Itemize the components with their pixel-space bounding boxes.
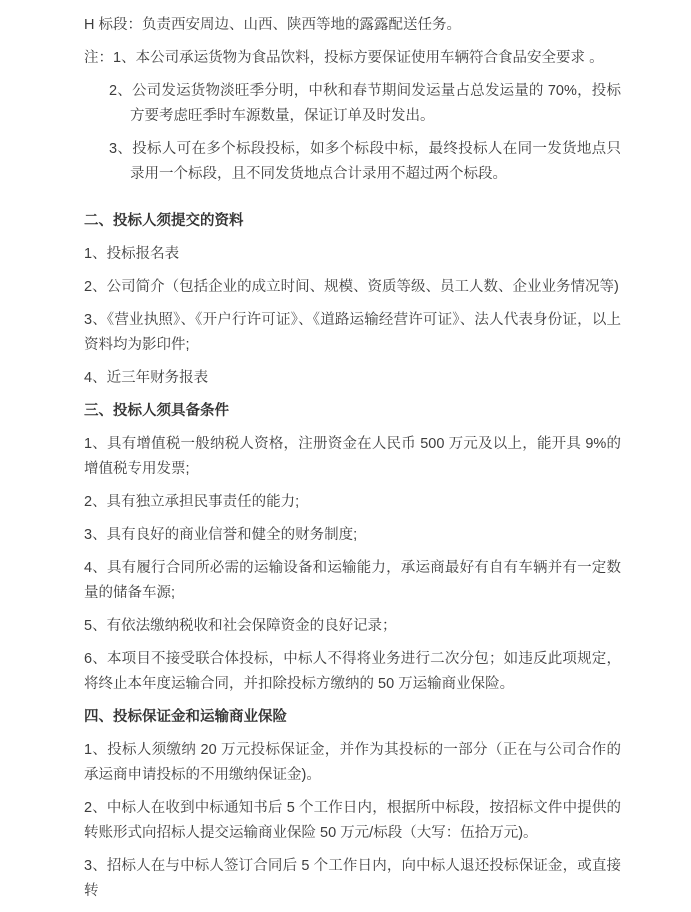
section-3-item-2: 2、具有独立承担民事责任的能力; [84, 494, 300, 510]
segment-h-line: H 标段：负责西安周边、山西、陕西等地的露露配送任务。 [84, 17, 461, 33]
note-item-2: 2、公司发运货物淡旺季分明，中秋和春节期间发运量占总发运量的 70%，投标方要考虑旺季时车源数量，保证订单及时发出。 [109, 83, 621, 124]
note-item-3: 3、投标人可在多个标段投标，如多个标段中标，最终投标人在同一发货地点只录用一个标段，且不同发货地点合计录用不超过两个标段。 [109, 141, 621, 182]
section-4-heading: 四、投标保证金和运输商业保险 [84, 709, 287, 725]
section-3-item-1: 1、具有增值税一般纳税人资格，注册资金在人民币 500 万元及以上，能开具 9%的增值税专用发票; [84, 436, 621, 477]
section-2-item-4: 4、近三年财务报表 [84, 370, 209, 386]
section-2-item-3: 3、《营业执照》、《开户行许可证》、《道路运输经营许可证》、法人代表身份证，以上资料均为影印件; [84, 312, 621, 353]
section-2-heading: 二、投标人须提交的资料 [84, 213, 244, 229]
section-3-item-6: 6、本项目不接受联合体投标，中标人不得将业务进行二次分包；如违反此项规定，将终止本年度运输合同，并扣除投标方缴纳的 50 万运输商业保险。 [84, 651, 621, 692]
section-3-item-3: 3、具有良好的商业信誉和健全的财务制度; [84, 527, 358, 543]
section-3-heading: 三、投标人须具备条件 [84, 403, 229, 419]
section-2-item-1: 1、投标报名表 [84, 246, 180, 262]
section-4-item-3: 3、招标人在与中标人签订合同后 5 个工作日内，向中标人退还投标保证金，或直接转 [84, 858, 621, 899]
section-3-item-4: 4、具有履行合同所必需的运输设备和运输能力，承运商最好有自有车辆并有一定数量的储备车源; [84, 560, 621, 601]
section-4-item-2: 2、中标人在收到中标通知书后 5 个工作日内，根据所中标段，按招标文件中提供的转账形式向招标人提交运输商业保险 50 万元/标段（大写：伍拾万元)。 [84, 800, 621, 841]
note-line-1: 注：1、本公司承运货物为食品饮料，投标方要保证使用车辆符合食品安全要求 。 [84, 50, 604, 66]
section-3-item-5: 5、有依法缴纳税收和社会保障资金的良好记录； [84, 618, 397, 634]
section-2-item-2: 2、公司简介（包括企业的成立时间、规模、资质等级、员工人数、企业业务情况等) [84, 279, 619, 295]
section-4-item-1: 1、投标人须缴纳 20 万元投标保证金，并作为其投标的一部分（正在与公司合作的承运商申请投标的不用缴纳保证金)。 [84, 742, 621, 783]
document-content [84, 13, 621, 912]
